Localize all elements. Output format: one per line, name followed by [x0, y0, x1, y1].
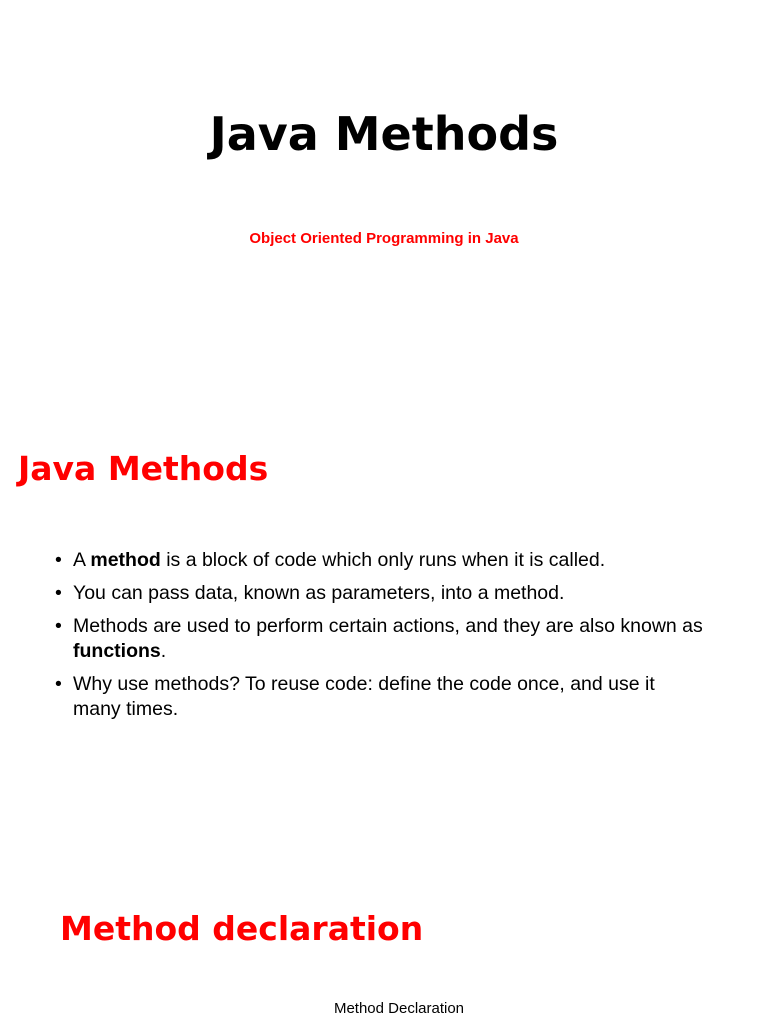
- list-item: [55, 672, 705, 722]
- bullet-text: A: [73, 549, 91, 571]
- bullet-icon: •: [55, 549, 62, 571]
- bullet-text: .: [160, 640, 167, 662]
- slide-title: Java Methods: [209, 107, 559, 161]
- bullet-text: Why use methods? To reuse code: define the code once, and use it many times.: [73, 673, 655, 720]
- bullet-bold-term: method: [90, 549, 161, 571]
- bullet-text: is a block of code which only runs when it is called.: [160, 549, 606, 571]
- figure-caption: Method Declaration: [333, 1000, 465, 1017]
- bullet-icon: •: [55, 582, 62, 604]
- section-heading-java-methods: Java Methods: [18, 449, 269, 488]
- bullet-text: You can pass data, known as parameters, into a method.: [73, 582, 565, 604]
- bullet-icon: •: [55, 673, 62, 695]
- bullet-text: Methods are used to perform certain actions, and they are also known as: [73, 615, 703, 637]
- list-item: [55, 548, 705, 573]
- bullet-list: [55, 548, 705, 730]
- slide-subtitle: Object Oriented Programming in Java: [249, 230, 519, 247]
- list-item: [55, 614, 705, 664]
- list-item: [55, 581, 705, 606]
- section-heading-method-declaration: Method declaration: [60, 909, 424, 948]
- bullet-bold-term: functions: [73, 640, 161, 662]
- bullet-icon: •: [55, 615, 62, 637]
